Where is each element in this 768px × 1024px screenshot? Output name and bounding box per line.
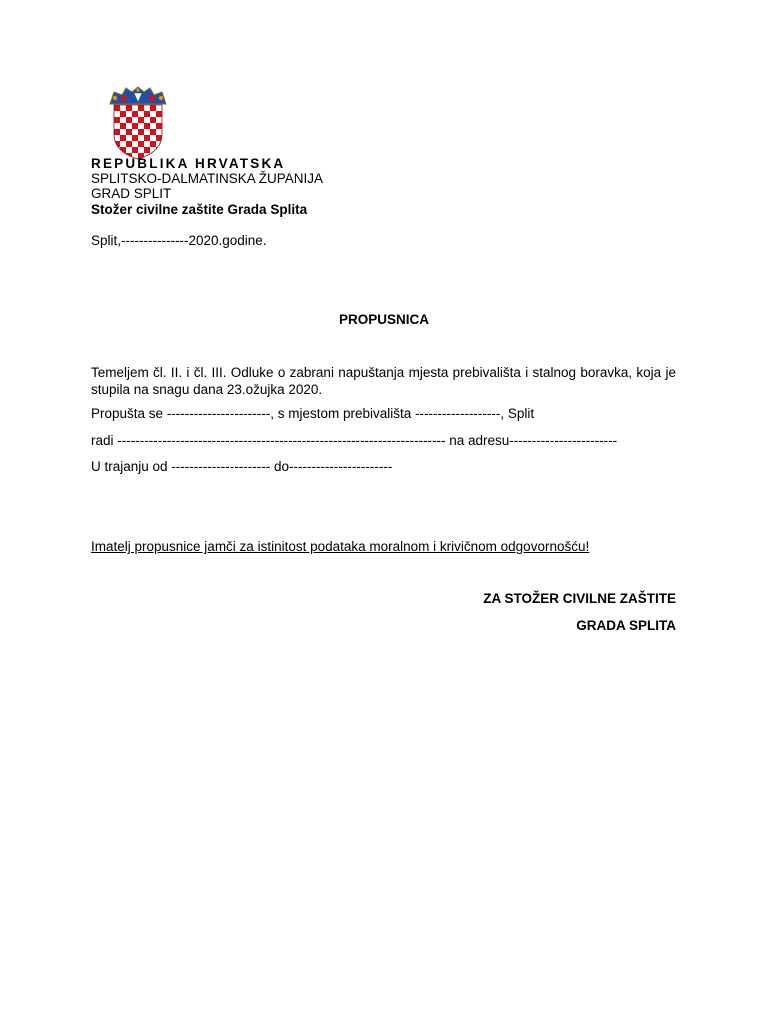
county-name: SPLITSKO-DALMATINSKA ŽUPANIJA — [91, 171, 324, 186]
responsibility-note: Imatelj propusnice jamči za istinitost podataka moralnom i krivičnom odgovornošću! — [91, 539, 590, 554]
duration-line: U trajanju od ---------------------- do----------------------- — [91, 459, 393, 474]
reason-line: radi ------------------------------------------------------------------------- na adresu------------------------ — [91, 433, 618, 448]
crown — [110, 87, 166, 104]
republic-name: REPUBLIKA HRVATSKA — [91, 156, 286, 171]
signature-line-2: GRADA SPLITA — [576, 618, 676, 633]
document-title: PROPUSNICA — [338, 312, 429, 327]
pass-line: Propušta se -----------------------, s mjestom prebivališta -------------------, Split — [91, 406, 535, 421]
signature-line-1: ZA STOŽER CIVILNE ZAŠTITE — [483, 591, 676, 606]
issuer-name: Stožer civilne zaštite Grada Splita — [91, 202, 308, 217]
coat-of-arms-icon — [108, 86, 168, 160]
city-name: GRAD SPLIT — [91, 186, 172, 201]
date-line: Split,---------------2020.godine. — [91, 233, 267, 248]
legal-basis-paragraph: Temeljem čl. II. i čl. III. Odluke o zabrani napuštanja mjesta prebivališta i stalnog boravka, koja je stupila na snagu dana 23.ožujka 2020. — [91, 365, 676, 397]
